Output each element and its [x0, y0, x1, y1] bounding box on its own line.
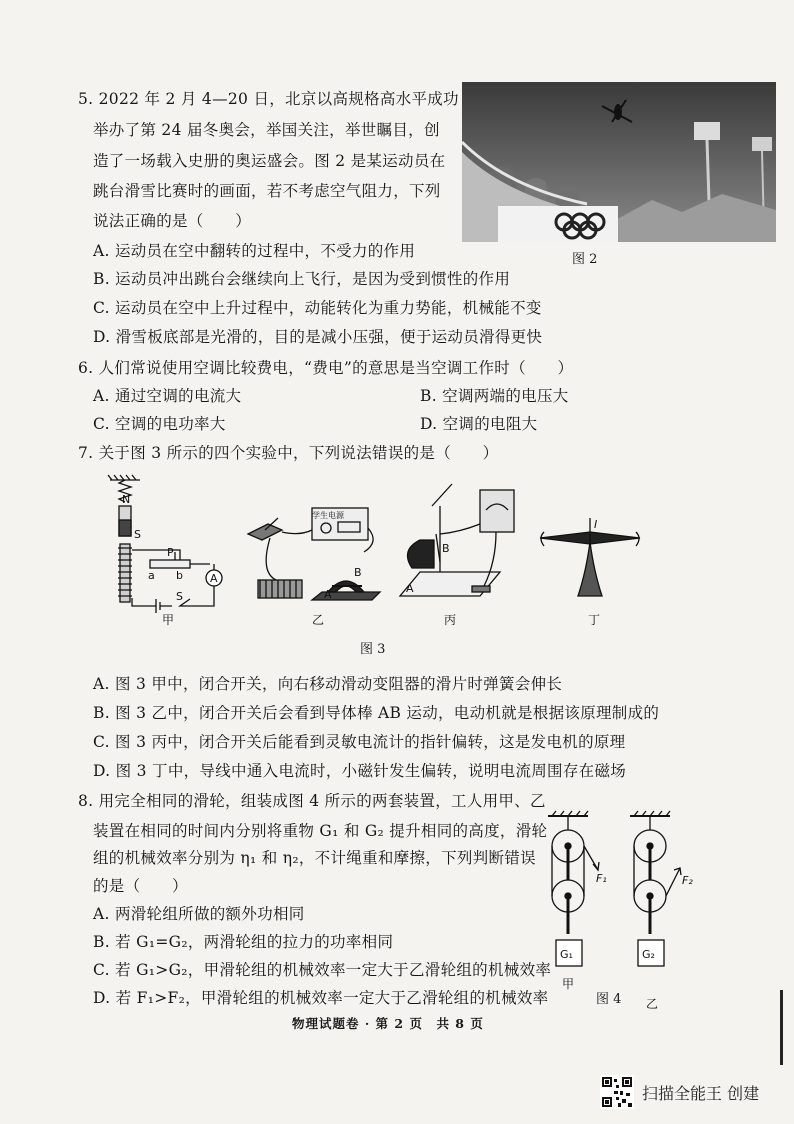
- q5-line-5: 说法正确的是（ ）: [93, 212, 252, 230]
- figure-3: [100, 472, 680, 632]
- q8-option-c: C. 若 G₁>G₂，甲滑轮组的机械效率一定大于乙滑轮组的机械效率: [93, 961, 552, 979]
- label-jia-pulley: 甲: [562, 977, 575, 991]
- q6-option-d: D. 空调的电阻大: [420, 415, 538, 433]
- scanner-watermark: [600, 1075, 759, 1109]
- q8-line-4: 的是（ ）: [93, 877, 188, 895]
- label-b-yi: B: [354, 566, 362, 579]
- page-footer: 物理试题卷 · 第 2 页 共 8 页: [292, 1016, 484, 1031]
- label-a-yi: A: [324, 588, 332, 601]
- q8-option-b: B. 若 G₁=G₂，两滑轮组的拉力的功率相同: [93, 933, 394, 951]
- label-g1: G₁: [560, 948, 573, 961]
- q6-stem: 6. 人们常说使用空调比较费电，“费电”的意思是当空调工作时（ ）: [78, 359, 574, 377]
- q8-option-a: A. 两滑轮组所做的额外功相同: [93, 905, 305, 923]
- label-n: N: [122, 493, 131, 506]
- q5-line-4: 跳台滑雪比赛时的画面，若不考虑空气阻力，下列: [93, 182, 441, 200]
- figure-3-caption: 图 3: [360, 642, 386, 657]
- subfig-label-ding: 丁: [588, 613, 601, 627]
- q6-option-c: C. 空调的电功率大: [93, 415, 226, 433]
- label-p: P: [167, 546, 174, 559]
- q5-option-b: B. 运动员冲出跳台会继续向上飞行，是因为受到惯性的作用: [93, 270, 511, 288]
- q6-option-a: A. 通过空调的电流大: [93, 387, 242, 405]
- experiment-ding: [540, 518, 640, 596]
- experiment-bing: [400, 484, 514, 596]
- q5-option-a: A. 运动员在空中翻转的过程中，不受力的作用: [93, 242, 416, 260]
- figure-4-caption: 图 4: [596, 992, 622, 1007]
- q8-line-3: 组的机械效率分别为 η₁ 和 η₂，不计绳重和摩擦，下列判断错误: [93, 849, 536, 867]
- q6-option-b: B. 空调两端的电压大: [420, 387, 569, 405]
- subfig-label-jia: 甲: [162, 613, 175, 627]
- experiment-yi: [248, 508, 380, 600]
- figure-2-caption: 图 2: [572, 252, 598, 267]
- label-g2: G₂: [642, 948, 655, 961]
- label-a-bing: A: [406, 582, 414, 595]
- figure-4: [540, 808, 720, 1018]
- scan-edge: [780, 990, 783, 1065]
- label-yi-pulley: 乙: [646, 997, 659, 1011]
- power-supply-label: 学生电源: [312, 511, 344, 520]
- q8-line-1: 8. 用完全相同的滑轮，组装成图 4 所示的两套装置，工人用甲、乙: [78, 792, 546, 810]
- label-ammeter: A: [210, 572, 218, 585]
- q7-stem: 7. 关于图 3 所示的四个实验中，下列说法错误的是（ ）: [78, 444, 499, 462]
- q7-option-c: C. 图 3 丙中，闭合开关后能看到灵敏电流计的指针偏转，这是发电机的原理: [93, 733, 626, 751]
- q7-option-d: D. 图 3 丁中，导线中通入电流时，小磁针发生偏转，说明电流周围存在磁场: [93, 762, 627, 780]
- q5-option-d: D. 滑雪板底部是光滑的，目的是减小压强，便于运动员滑得更快: [93, 328, 543, 346]
- subfig-label-yi: 乙: [312, 613, 325, 627]
- q5-line-1: 5. 2022 年 2 月 4—20 日，北京以高规格高水平成功: [78, 90, 459, 108]
- scanner-label: 扫描全能王 创建: [642, 1083, 760, 1103]
- ski-jump-photo: [462, 82, 776, 242]
- q5-line-3: 造了一场载入史册的奥运盛会。图 2 是某运动员在: [93, 152, 446, 170]
- q8-option-d: D. 若 F₁>F₂，甲滑轮组的机械效率一定大于乙滑轮组的机械效率: [93, 989, 549, 1007]
- label-a: a: [148, 569, 155, 582]
- label-b-bing: B: [442, 542, 450, 555]
- qr-code-icon: [600, 1075, 634, 1109]
- q7-option-a: A. 图 3 甲中，闭合开关，向右移动滑动变阻器的滑片时弹簧会伸长: [93, 675, 563, 693]
- label-b: b: [176, 569, 183, 582]
- label-switch: S: [176, 590, 183, 603]
- q8-line-2: 装置在相同的时间内分别将重物 G₁ 和 G₂ 提升相同的高度，滑轮: [93, 822, 548, 840]
- label-current: I: [594, 518, 598, 531]
- label-f2: F₂: [682, 874, 693, 887]
- q5-line-2: 举办了第 24 届冬奥会，举国关注，举世瞩目，创: [93, 121, 440, 139]
- q7-option-b: B. 图 3 乙中，闭合开关后会看到导体棒 AB 运动，电动机就是根据该原理制成的: [93, 704, 660, 722]
- q5-option-c: C. 运动员在空中上升过程中，动能转化为重力势能，机械能不变: [93, 299, 542, 317]
- subfig-label-bing: 丙: [444, 613, 457, 627]
- label-f1: F₁: [596, 872, 607, 885]
- label-s: S: [134, 528, 141, 541]
